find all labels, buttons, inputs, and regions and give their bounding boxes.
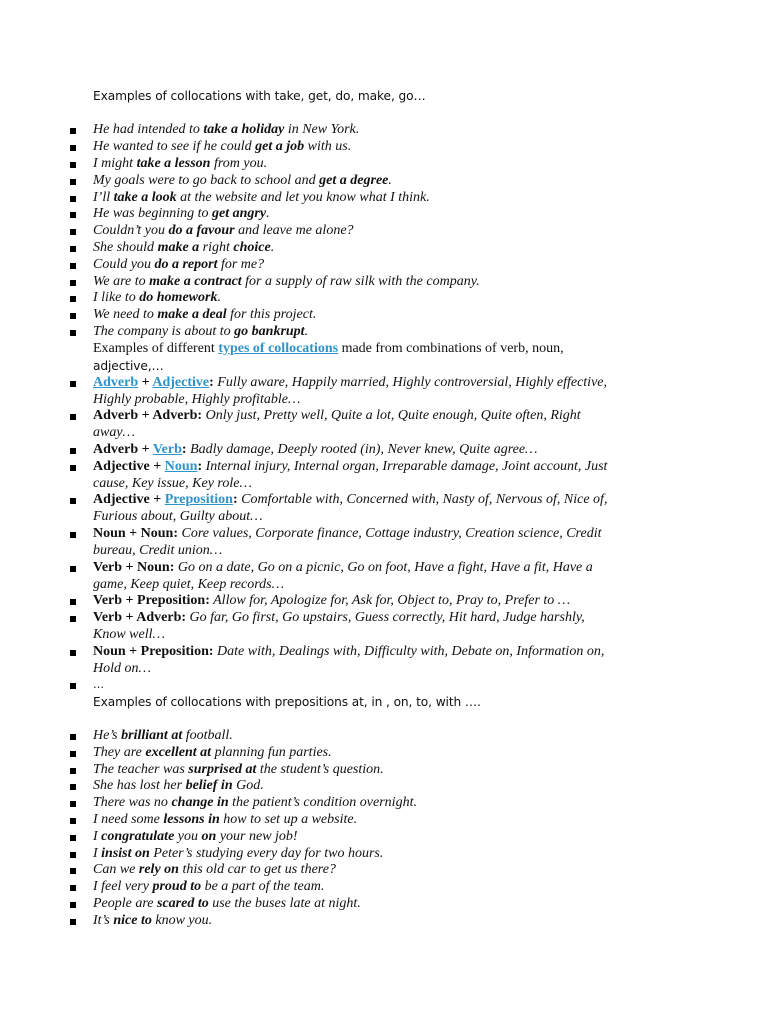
bullet-icon	[70, 280, 76, 286]
document-page: Examples of collocations with take, get, do, make, go… He had intended to take a holiday in New York. He wanted to see if he could get a job with us. I might take a lesson from you. My goals were to go back to school and get a degree. I’ll take a look at the website and let you know what I think. He was beginning to get angry. Couldn’t you do a favour and leave me alone? She should make a right choice. Could you do a report for me? We are to make a contract for a supply of raw silk with the company. I like to do homework. We need to make a deal for this project. The company is about to go bankrupt. Examples of different types of collocations made from combinations of verb, noun, adjective,… Adverb + Adjective: Fully aware, Happily married, Highly controversial, Highly effective, Highly probable, Highly profitable… Adverb + Adverb: Only just, Pretty well, Quite a lot, Quite enough, Quite often, Right away… Adverb + Verb: Badly damage, Deeply rooted (in), Never knew, Quite agree… Adjective + Noun: Internal injury, Internal organ, Irreparable damage, Joint account, Just cause, Key issue, Key role… Adjective + Preposition: Comfortable with, Concerned with, Nasty of, Nervous of, Nice of, Furious about, Guilty about… Noun + Noun: Core values, Corporate finance, Cottage industry, Creation science, Credit bureau, Credit union… Verb + Noun: Go on a date, Go on a picnic, Go on foot, Have a fight, Have a fit, Have a game, Keep quiet, Keep records… Verb + Preposition: Allow for, Apologize for, Ask for, Object to, Pray to, Prefer to … Verb + Adverb: Go far, Go first, Go upstairs, Guess correctly, Hit hard, Judge harshly, Know well… Noun + Preposition: Date with, Dealings with, Difficulty with, Debate on, Information on, Hold on… … Examples of collocations with prepositions at, in , on, to, with …. He’s brilliant at football. They are excellent at planning fun parties. The teacher was surprised at the student’s question. She has lost her belief in God. There was no change in the patient’s condition overnight. I need some lessons in how to set up a website. I congratulate you on your new job! I insist on Peter’s studying every day for two hours. Can we rely on this old car to get us there? I feel very proud to be a part of the team. People are scared to use the buses late at night. It’s nice to know you.	[0, 0, 768, 1024]
bullet-icon	[70, 212, 76, 218]
bullet-icon	[70, 330, 76, 336]
bullet-icon	[70, 196, 76, 202]
adverb-link[interactable]: Adverb	[93, 375, 139, 390]
section2-intro: Examples of different types of collocations made from combinations of verb, noun,	[93, 341, 564, 356]
bullet-icon	[70, 784, 76, 790]
bullet-icon	[70, 448, 76, 454]
bullet-icon	[70, 229, 76, 235]
bullet-icon	[70, 734, 76, 740]
bullet-icon	[70, 414, 76, 420]
bullet-icon	[70, 532, 76, 538]
bullet-icon	[70, 650, 76, 656]
bullet-icon	[70, 246, 76, 252]
bullet-icon	[70, 179, 76, 185]
bullet-icon	[70, 818, 76, 824]
bullet-icon	[70, 296, 76, 302]
bullet-icon	[70, 885, 76, 891]
bullet-icon	[70, 919, 76, 925]
section1-heading: Examples of collocations with take, get, do, make, go…	[93, 89, 426, 103]
bullet-icon	[70, 381, 76, 387]
bullet-icon	[70, 145, 76, 151]
bullet-icon	[70, 902, 76, 908]
bullet-icon	[70, 498, 76, 504]
types-of-collocations-link[interactable]: types of collocations	[218, 341, 339, 356]
preposition-link[interactable]: Preposition	[164, 492, 233, 507]
adjective-link[interactable]: Adjective	[152, 375, 210, 390]
bullet-icon	[70, 768, 76, 774]
section2-intro-continued: adjective,…	[93, 359, 164, 373]
bullet-icon	[70, 683, 76, 689]
noun-link[interactable]: Noun	[164, 459, 198, 474]
bullet-icon	[70, 801, 76, 807]
bullet-icon	[70, 128, 76, 134]
bullet-icon	[70, 263, 76, 269]
bullet-icon	[70, 868, 76, 874]
bullet-icon	[70, 465, 76, 471]
bullet-icon	[70, 616, 76, 622]
bullet-icon	[70, 162, 76, 168]
bullet-icon	[70, 852, 76, 858]
bullet-icon	[70, 313, 76, 319]
bullet-icon	[70, 599, 76, 605]
bullet-icon	[70, 566, 76, 572]
verb-link[interactable]: Verb	[152, 442, 182, 457]
section3-heading: Examples of collocations with prepositions at, in , on, to, with ….	[93, 695, 481, 709]
bullet-icon	[70, 751, 76, 757]
bullet-icon	[70, 835, 76, 841]
